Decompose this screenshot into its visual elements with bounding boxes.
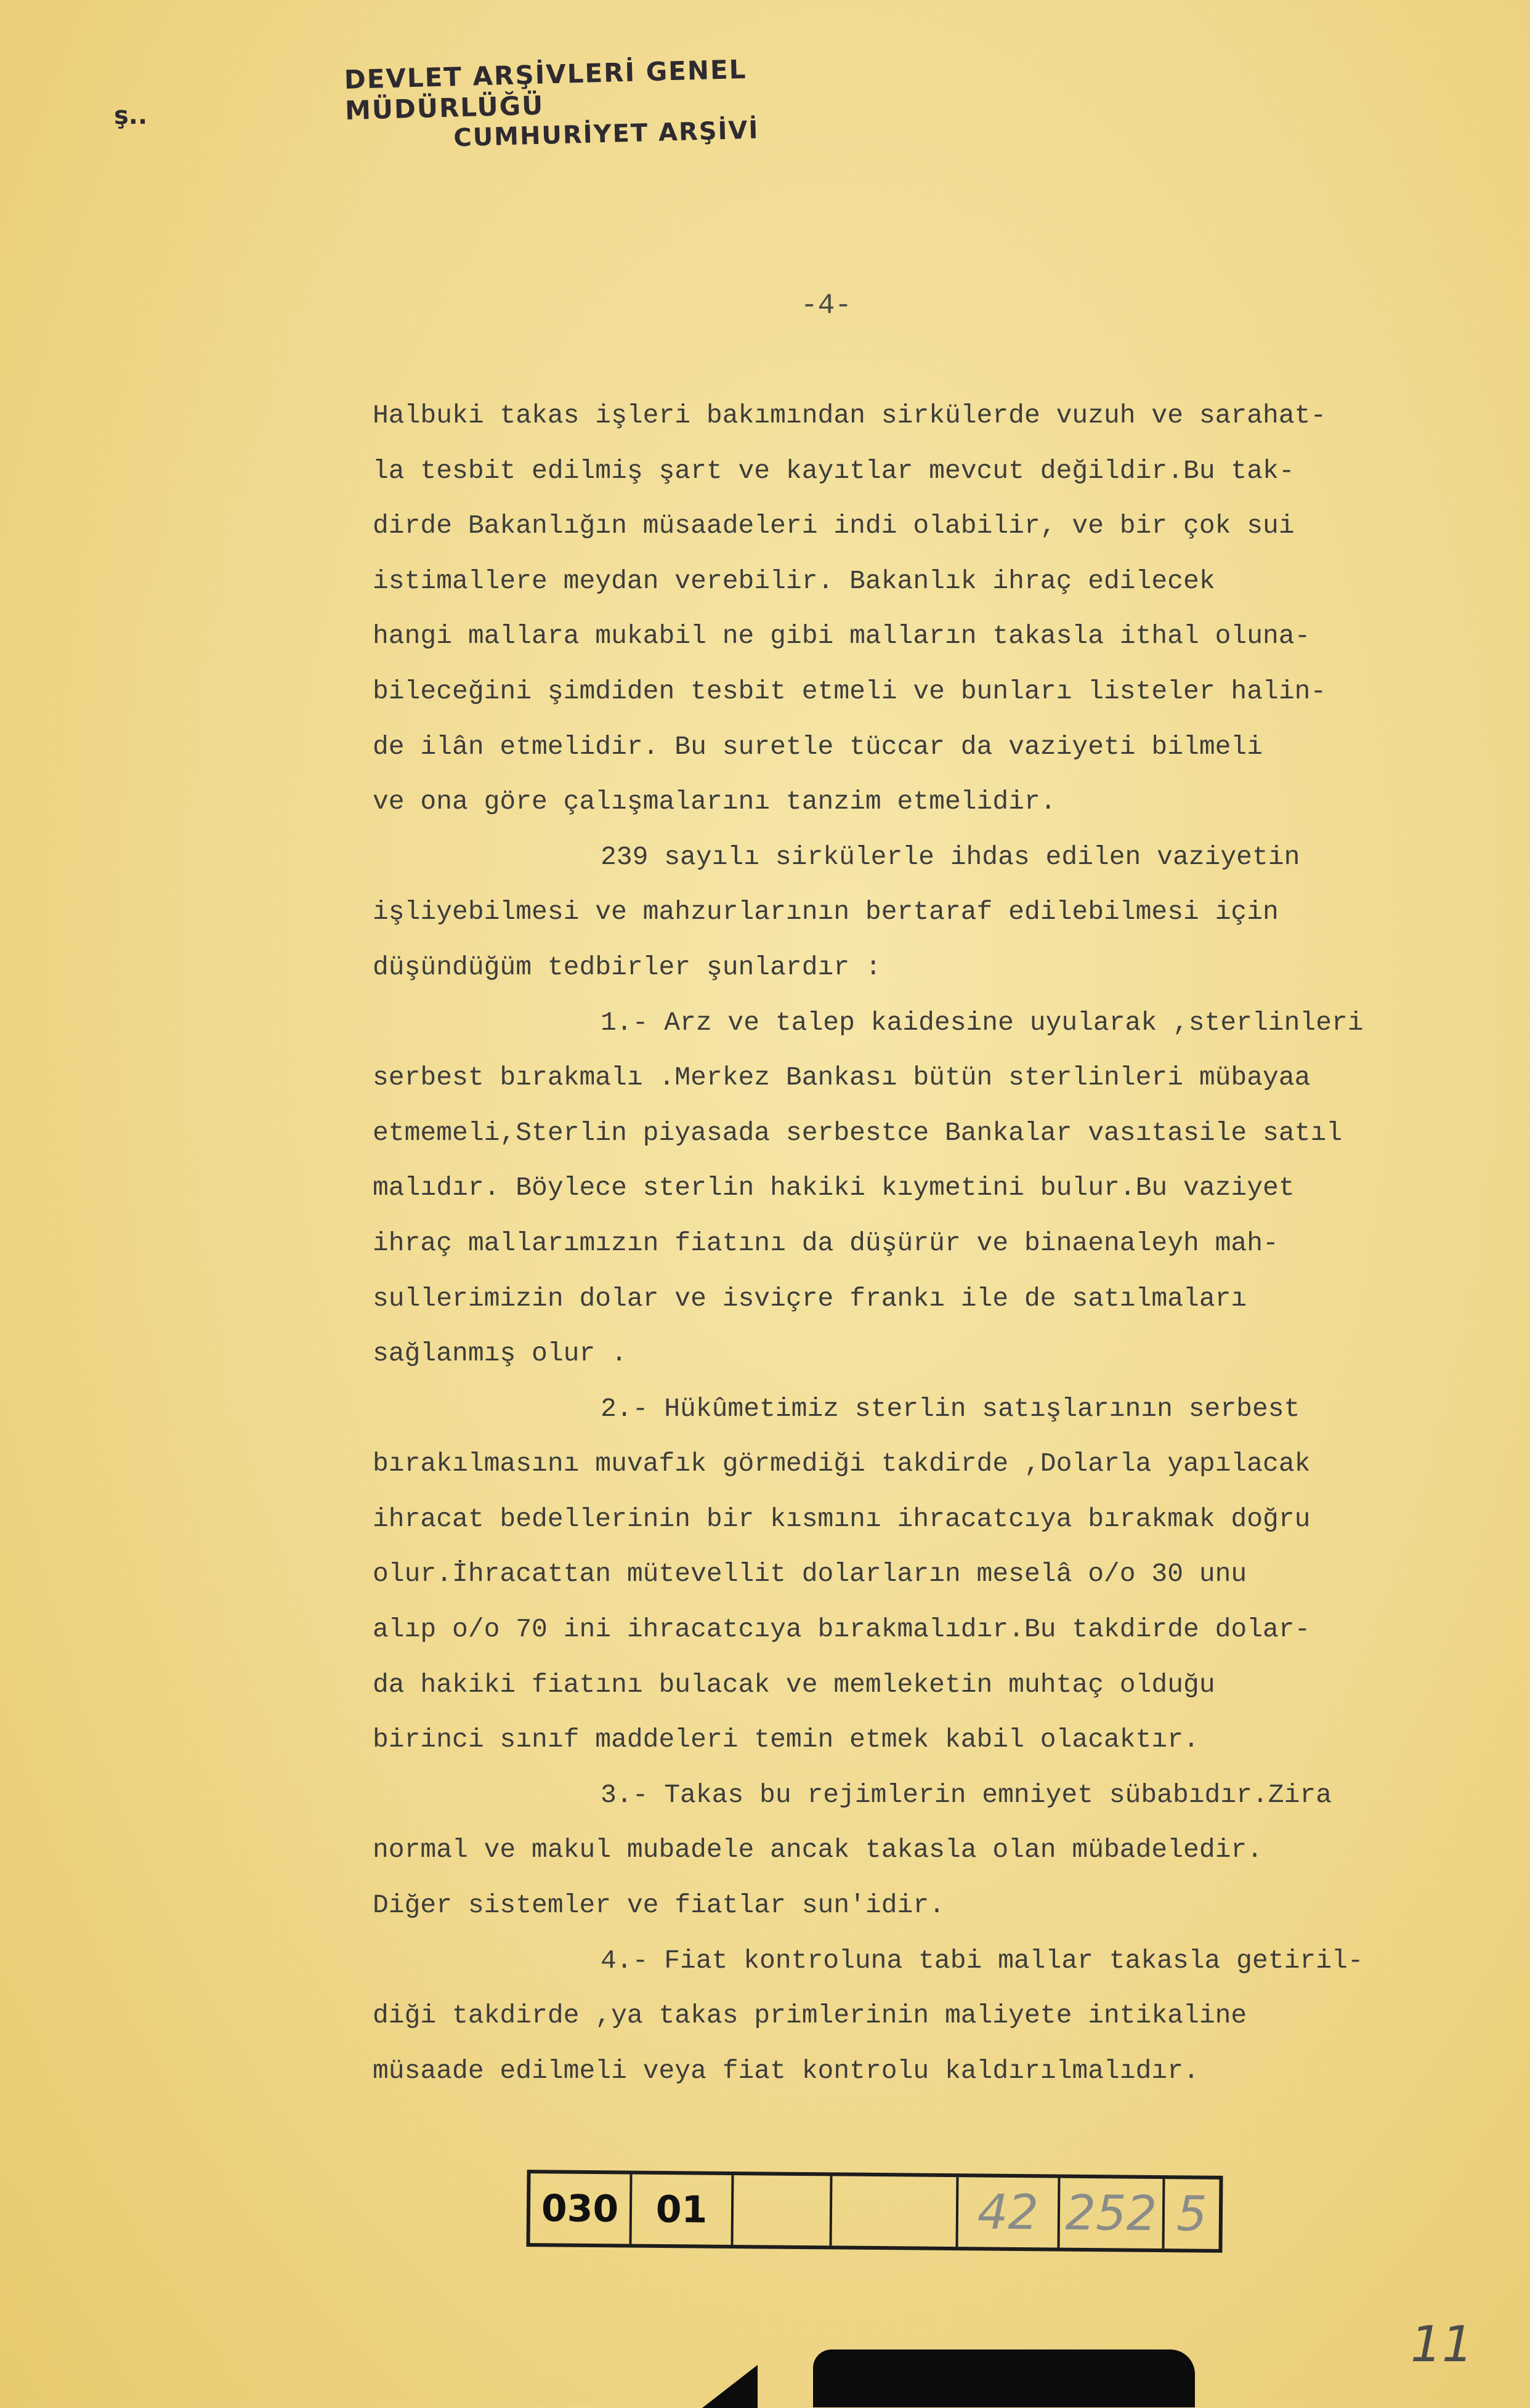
text-line: etmemeli,Sterlin piyasada serbestce Bankalar vasıtasile satıl xyxy=(373,1117,1343,1148)
text-line: Diğer sistemler ve fiatlar sun'idir. xyxy=(373,1890,945,1921)
text-line: da hakiki fiatını bulacak ve memleketin muhtaç olduğu xyxy=(373,1669,1215,1700)
reference-cell: 030 xyxy=(530,2173,633,2244)
text-line: normal ve makul mubadele ancak takasla olan mübadeledir. xyxy=(373,1835,1263,1865)
text-line: müsaade edilmeli veya fiat kontrolu kaldırılmalıdır. xyxy=(373,2055,1199,2086)
archive-stamp-line-2: CUMHURİYET ARŞİVİ xyxy=(453,116,759,153)
text-line: 239 sayılı sirkülerle ihdas edilen vaziyetin xyxy=(601,841,1300,872)
text-line: istimallere meydan verebilir. Bakanlık ihraç edilecek xyxy=(373,565,1215,596)
reference-cell: 5 xyxy=(1176,2186,1208,2242)
text-line: birinci sınıf maddeleri temin etmek kabil olacaktır. xyxy=(373,1724,1199,1755)
text-line: de ilân etmelidir. Bu suretle tüccar da vaziyeti bilmeli xyxy=(373,731,1263,762)
text-line: serbest bırakmalı .Merkez Bankası bütün sterlinleri mübayaa xyxy=(373,1062,1311,1093)
archive-stamp-line-1: DEVLET ARŞİVLERİ GENEL MÜDÜRLÜĞÜ xyxy=(344,54,748,126)
text-line: ihracat bedellerinin bir kısmını ihracatcıya bırakmak doğru xyxy=(373,1503,1311,1534)
text-line: hangi mallara mukabil ne gibi malların takasla ithal oluna- xyxy=(373,621,1311,652)
archive-stamp xyxy=(344,52,814,156)
reference-cell: 252 xyxy=(1059,2178,1165,2248)
folio-number: 11 xyxy=(1411,2316,1473,2373)
text-line: ve ona göre çalışmalarını tanzim etmelidir. xyxy=(373,786,1056,817)
scan-artifact xyxy=(702,2365,758,2408)
text-line: la tesbit edilmiş şart ve kayıtlar mevcut değildir.Bu tak- xyxy=(373,455,1295,486)
text-line: bırakılmasını muvafık görmediği takdirde ,Dolarla yapılacak xyxy=(373,1448,1311,1479)
reference-cell: 42 xyxy=(958,2177,1061,2247)
reference-cell: 01 xyxy=(632,2175,734,2245)
archive-reference-box xyxy=(526,2170,1223,2253)
body-text xyxy=(373,388,1518,2098)
text-line: 2.- Hükûmetimiz sterlin satışlarının serbest xyxy=(601,1393,1300,1424)
text-line: bileceğini şimdiden tesbit etmeli ve bunları listeler halin- xyxy=(373,676,1327,706)
text-line: 4.- Fiat kontroluna tabi mallar takasla getiril- xyxy=(601,1945,1364,1976)
text-line: 3.- Takas bu rejimlerin emniyet sübabıdır.Zira xyxy=(601,1779,1332,1810)
scan-artifact xyxy=(813,2349,1195,2407)
text-line: malıdır. Böylece sterlin hakiki kıymetini bulur.Bu vaziyet xyxy=(373,1173,1295,1203)
text-line: dirde Bakanlığın müsaadeleri indi olabilir, ve bir çok sui xyxy=(373,511,1295,541)
page-number: -4- xyxy=(801,289,852,321)
text-line: 1.- Arz ve talep kaidesine uyularak ,sterlinleri xyxy=(601,1007,1364,1038)
reference-cell xyxy=(832,2176,959,2247)
text-line: alıp o/o 70 ini ihracatcıya bırakmalıdır.Bu takdirde dolar- xyxy=(373,1614,1311,1645)
text-line: ihraç mallarımızın fiatını da düşürür ve binaenaleyh mah- xyxy=(373,1227,1279,1258)
text-line: sullerimizin dolar ve isviçre frankı ile de satılmaları xyxy=(373,1283,1247,1314)
text-line: sağlanmış olur . xyxy=(373,1338,627,1369)
text-line: düşündüğüm tedbirler şunlardır : xyxy=(373,951,881,982)
reference-cell xyxy=(734,2175,833,2245)
text-line: Halbuki takas işleri bakımından sirkülerde vuzuh ve sarahat- xyxy=(373,400,1327,430)
text-line: işliyebilmesi ve mahzurlarının bertaraf edilebilmesi için xyxy=(373,897,1279,927)
text-line: olur.İhracattan mütevellit dolarların meselâ o/o 30 unu xyxy=(373,1559,1247,1590)
text-line: diği takdirde ,ya takas primlerinin maliyete intikaline xyxy=(373,2000,1247,2031)
corner-mark: ş.. xyxy=(114,102,148,130)
